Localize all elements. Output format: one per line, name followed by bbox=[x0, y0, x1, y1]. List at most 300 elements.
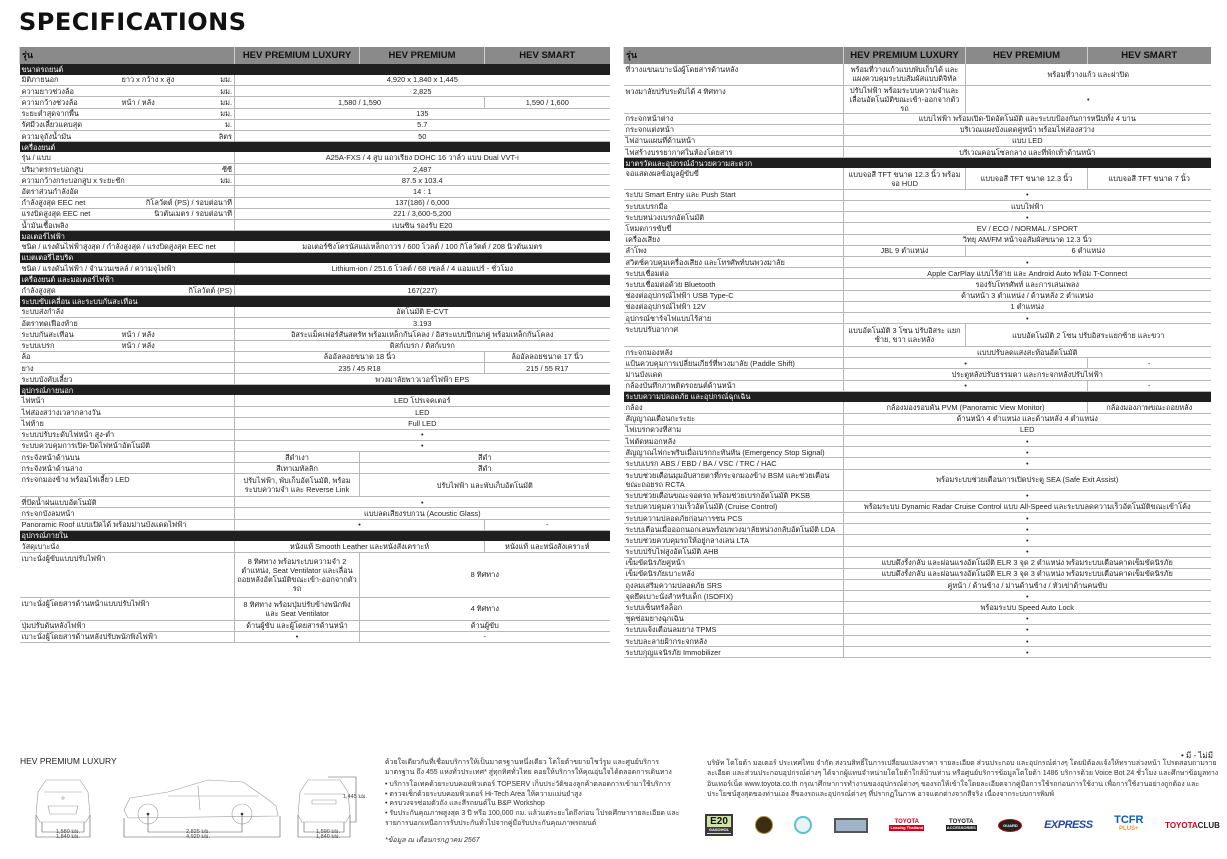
model-premium-luxury: HEV PREMIUM LUXURY bbox=[235, 47, 360, 64]
row-label: ความกว้างช่วงล้อ bbox=[20, 97, 120, 108]
car-diagram-title: HEV PREMIUM LUXURY bbox=[20, 756, 117, 766]
front-axle-marker bbox=[147, 813, 150, 816]
row-label: เข็มขัดนิรภัยคู่หน้า bbox=[624, 557, 844, 568]
table-row bbox=[624, 447, 1211, 458]
front-view-icon bbox=[36, 780, 90, 822]
row-value: 3.193 bbox=[235, 318, 610, 329]
row-value: แบบอัตโนมัติ 3 โซน ปรับอิสระ แยกซ้าย, ขวา และหลัง bbox=[844, 324, 966, 347]
row-label: อัตราทดเฟืองท้าย bbox=[20, 318, 120, 329]
table-row bbox=[20, 197, 610, 208]
row-value: แบบไฟฟ้า bbox=[844, 201, 1211, 212]
row-unit: มม. bbox=[195, 75, 235, 86]
row-value: 87.5 x 103.4 bbox=[235, 175, 610, 186]
row-value: แบบอัตโนมัติ 2 โซน ปรับอิสระแยกซ้าย และขวา bbox=[966, 324, 1211, 347]
row-unit: มม. bbox=[195, 175, 235, 186]
e20-text: E20 bbox=[710, 816, 728, 827]
row-label: กระจกหน้าต่าง bbox=[624, 113, 844, 124]
row-value: สีดำเงา bbox=[235, 451, 360, 462]
rear-view-icon bbox=[298, 780, 350, 822]
energy-label-logo bbox=[834, 818, 868, 833]
row-label: ระบบควบคุมการเปิด-ปิดไฟหน้าอัตโนมัติ bbox=[20, 440, 235, 451]
rear-track-label: 1,590 มม. bbox=[316, 829, 341, 835]
table-row bbox=[20, 152, 610, 163]
table-row bbox=[624, 490, 1211, 501]
row-value: บริเวณแผงบังแดดคู่หน้า พร้อมไฟส่องสว่าง bbox=[844, 124, 1211, 135]
row-value: • bbox=[844, 636, 1211, 647]
row-value: แบบจอสี TFT ขนาด 12.3 นิ้ว พร้อมจอ HUD bbox=[844, 168, 966, 189]
row-value: • bbox=[235, 440, 610, 451]
model-smart: HEV SMART bbox=[1088, 47, 1211, 64]
table-row bbox=[624, 212, 1211, 223]
row-value: 4 ทิศทาง bbox=[360, 597, 610, 620]
row-value: อัตโนมัติ E-CVT bbox=[235, 307, 610, 318]
section-interior: อุปกรณ์ภายใน bbox=[20, 530, 610, 541]
row-value: • bbox=[844, 189, 1211, 200]
row-value: • bbox=[844, 647, 1211, 658]
row-value: แบบดึงรั้งกลับ และผ่อนแรงอัตโนมัติ ELR 3 จุด 2 ตำแหน่ง พร้อมระบบเตือนคาดเข็มขัดนิรภัย bbox=[844, 557, 1211, 568]
express-logo: EXPRESS bbox=[1044, 819, 1093, 831]
table-row bbox=[20, 131, 610, 142]
row-value: ปรับไฟฟ้า และพับเก็บอัตโนมัติ bbox=[360, 474, 610, 497]
row-value: - bbox=[360, 631, 610, 642]
row-label: ช่องต่ออุปกรณ์ไฟฟ้า USB Type-C bbox=[624, 290, 844, 301]
table-row bbox=[20, 208, 610, 219]
row-value: ด้านหน้า 3 ตำแหน่ง / ด้านหลัง 2 ตำแหน่ง bbox=[844, 290, 1211, 301]
row-value: วิทยุ AM/FM หน้าจอสัมผัสขนาด 12.3 นิ้ว bbox=[844, 234, 1211, 245]
row-label: ม่านบังแดด bbox=[624, 369, 844, 380]
row-label: Panoramic Roof แบบเปิดได้ พร้อมม่านบังแดดไฟฟ้า bbox=[20, 519, 235, 530]
table-row bbox=[20, 263, 610, 274]
table-row bbox=[20, 374, 610, 385]
row-label: จอแสดงผลข้อมูลผู้ขับขี่ bbox=[624, 168, 844, 189]
table-row bbox=[624, 147, 1211, 158]
row-unit bbox=[195, 152, 235, 163]
row-value: พร้อมที่วางแก้วแบบพับเก็บได้ และแผงควบคุมระบบสัมผัสแบบดิจิทัล bbox=[844, 64, 966, 85]
length-label: 4,920 มม. bbox=[186, 834, 211, 840]
row-value: กล้องมองรอบคัน PVM (Panoramic View Monitor) bbox=[844, 402, 1088, 413]
row-value: 8 ทิศทาง พร้อมปุ่มปรับข้างพนักพิง และ Seat Ventilator bbox=[235, 597, 360, 620]
row-value: - bbox=[485, 519, 610, 530]
row-sublabel bbox=[120, 86, 195, 97]
row-label: ระบบปรับระดับไฟหน้า สูง-ต่ำ bbox=[20, 429, 235, 440]
toyota-club-text-b: CLUB bbox=[1197, 820, 1220, 830]
table-row bbox=[20, 108, 610, 119]
table-row bbox=[624, 524, 1211, 535]
row-label: แป้นควบคุมการเปลี่ยนเกียร์ที่พวงมาลัย (Paddle Shift) bbox=[624, 358, 844, 369]
row-unit bbox=[195, 186, 235, 197]
row-label: กระจังหน้าด้านล่าง bbox=[20, 463, 235, 474]
row-label: ชุดซ่อมยางฉุกเฉิน bbox=[624, 613, 844, 624]
front-track-label: 1,580 มม. bbox=[56, 829, 81, 835]
row-label: ไฟส่องสว่างเวลากลางวัน bbox=[20, 407, 235, 418]
green-badge-logo bbox=[794, 816, 812, 834]
table-row bbox=[624, 189, 1211, 200]
row-label: เบาะนั่งผู้โดยสารด้านหน้าแบบปรับไฟฟ้า bbox=[20, 597, 235, 620]
table-row bbox=[20, 175, 610, 186]
disclaimer-text: บริษัท โตโยต้า มอเตอร์ ประเทศไทย จำกัด สงวนสิทธิ์ในการเปลี่ยนแปลงราคา รายละเอียด ส่วนประกอบ และอุปกรณ์ต่างๆ โดยมิต้องแจ้งให้ทราบล่วงหน้า โปรดสอบถามรายละเอียด และส่วนประกอบอุปกรณ์ต่างๆ ได้จากผู้แทนจำหน่ายโตโยต้าใกล้บ้านท่าน หรือศูนย์บริการข้อมูลโตโยต้า 1486 บริการด้วย Voice Bot 24 ชั่วโมง และศึกษาข้อมูลทางอินเทอร์เน็ต www.toyota.co.th กรุณาศึกษาการทำงานของอุปกรณ์ต่างๆ ของรถให้เข้าใจโดยละเอียดจากคู่มือการใช้รถก่อนการใช้งาน เพื่อการใช้งานอย่างถูกต้อง และประโยชน์สูงสุดของท่านเอง สีของรถและอุปกรณ์ต่างๆ ที่ปรากฏในภาพ อาจแตกต่างจากสีจริง เนื่องจากระบบการพิมพ์ bbox=[707, 760, 1219, 798]
model-premium-luxury: HEV PREMIUM LUXURY bbox=[844, 47, 966, 64]
row-value: แบบดึงรั้งกลับ และผ่อนแรงอัตโนมัติ ELR 3 จุด 3 ตำแหน่ง พร้อมระบบเตือนคาดเข็มขัดนิรภัย bbox=[844, 568, 1211, 579]
table-row bbox=[20, 351, 610, 362]
row-value: • bbox=[966, 85, 1211, 113]
row-label: กระจกแต่งหน้า bbox=[624, 124, 844, 135]
row-label: กำลังสูงสุด EEC net bbox=[20, 197, 120, 208]
model-header: รุ่น bbox=[624, 47, 844, 64]
row-label: กระจกมองข้าง พร้อมไฟเลี้ยว LED bbox=[20, 474, 235, 497]
row-value: รองรับโทรศัพท์ และการเล่นเพลง bbox=[844, 279, 1211, 290]
row-sublabel bbox=[120, 108, 195, 119]
row-value: กล้องมองภาพขณะถอยหลัง bbox=[1088, 402, 1211, 413]
row-label: ระบบปรับไฟสูงอัตโนมัติ AHB bbox=[624, 546, 844, 557]
table-row bbox=[20, 541, 610, 552]
table-row bbox=[20, 508, 610, 519]
car-dimension-diagrams bbox=[18, 770, 368, 850]
row-value: 5.7 bbox=[235, 119, 610, 130]
row-value: - bbox=[1088, 380, 1211, 391]
model-header: รุ่น bbox=[20, 47, 235, 64]
row-label: ไฟเบรกดวงที่สาม bbox=[624, 424, 844, 435]
row-label: กล้อง bbox=[624, 402, 844, 413]
table-row bbox=[624, 312, 1211, 323]
tcfr-text: TCFR bbox=[1114, 814, 1144, 826]
table-row bbox=[624, 436, 1211, 447]
row-label: ระบบเซ็นทรัลล็อก bbox=[624, 602, 844, 613]
row-label: ไฟท้าย bbox=[20, 418, 235, 429]
table-row bbox=[624, 256, 1211, 267]
row-value: 235 / 45 R18 bbox=[235, 363, 485, 374]
table-row bbox=[20, 451, 610, 462]
section-exterior: อุปกรณ์ภายนอก bbox=[20, 385, 610, 396]
row-label: ระบบหน่วงเบรกอัตโนมัติ bbox=[624, 212, 844, 223]
row-value: แบบจอสี TFT ขนาด 12.3 นิ้ว bbox=[966, 168, 1088, 189]
row-value: 221 / 3,600-5,200 bbox=[235, 208, 610, 219]
wheelbase-label: 2,825 มม. bbox=[186, 829, 211, 835]
row-value: ล้ออัลลอยขนาด 17 นิ้ว bbox=[485, 351, 610, 362]
row-value: • bbox=[844, 447, 1211, 458]
row-value: 50 bbox=[235, 131, 610, 142]
row-label: เข็มขัดนิรภัยเบาะหลัง bbox=[624, 568, 844, 579]
row-label: ไฟตัดหมอกหลัง bbox=[624, 436, 844, 447]
row-sublabel bbox=[120, 307, 235, 318]
row-value: 8 ทิศทาง bbox=[360, 552, 610, 597]
row-label: ล้อ bbox=[20, 351, 235, 362]
row-value: • bbox=[844, 256, 1211, 267]
row-value: คู่หน้า / ด้านข้าง / ม่านด้านข้าง / หัวเข่าด้านคนขับ bbox=[844, 580, 1211, 591]
table-row bbox=[20, 186, 610, 197]
row-value: • bbox=[844, 358, 1088, 369]
table-row bbox=[624, 347, 1211, 358]
row-value: • bbox=[844, 458, 1211, 469]
row-sublabel bbox=[120, 131, 195, 142]
row-value: 135 bbox=[235, 108, 610, 119]
row-value: 137(186) / 6,000 bbox=[235, 197, 610, 208]
row-value: ด้านผู้ขับ bbox=[360, 620, 610, 631]
toyota-club-text-a: TOYOTA bbox=[1165, 820, 1198, 830]
table-row bbox=[20, 285, 610, 296]
row-sublabel: หน้า / หลัง bbox=[120, 329, 235, 340]
row-unit: นิวตันเมตร / รอบต่อนาที bbox=[120, 208, 235, 219]
row-sublabel: หน้า / หลัง bbox=[120, 97, 195, 108]
table-row bbox=[624, 168, 1211, 189]
section-dimensions: ขนาดรถยนต์ bbox=[20, 64, 610, 75]
service-bullet: • ครบวงจรซ่อมตัวถัง และสีรถยนต์ใน B&P Workshop bbox=[385, 799, 685, 809]
table-row bbox=[20, 318, 610, 329]
row-label: ระบบช่วยควบคุมรถให้อยู่กลางเลน LTA bbox=[624, 535, 844, 546]
row-label: กระจังหน้าด้านบน bbox=[20, 451, 235, 462]
toyota-accessories-logo bbox=[946, 819, 977, 831]
row-sublabel: ยาว x กว้าง x สูง bbox=[120, 75, 195, 86]
row-value: • bbox=[844, 613, 1211, 624]
table-row bbox=[624, 624, 1211, 635]
award-seal-logo bbox=[755, 816, 773, 834]
table-row bbox=[20, 97, 610, 108]
row-label: ที่ปัดน้ำฝนแบบอัตโนมัติ bbox=[20, 497, 235, 508]
row-label: ระบบเบรก bbox=[20, 340, 120, 351]
model-premium: HEV PREMIUM bbox=[360, 47, 485, 64]
table-row bbox=[20, 463, 610, 474]
row-value: ประตูหลังปรับธรรมดา และกระจกหลังปรับไฟฟ้า bbox=[844, 369, 1211, 380]
table-row bbox=[624, 64, 1211, 85]
row-value: 6 ตำแหน่ง bbox=[966, 245, 1211, 256]
section-motor: มอเตอร์ไฟฟ้า bbox=[20, 231, 610, 242]
toyota-leasing-sub: Leasing Thailand bbox=[890, 825, 924, 830]
row-value: แบบจอสี TFT ขนาด 7 นิ้ว bbox=[1088, 168, 1211, 189]
row-unit: ม. bbox=[195, 119, 235, 130]
table-row bbox=[624, 501, 1211, 512]
row-value: บริเวณคอนโซลกลาง และที่พักเท้าด้านหน้า bbox=[844, 147, 1211, 158]
table-row bbox=[20, 474, 610, 497]
table-row bbox=[624, 113, 1211, 124]
table-row bbox=[624, 290, 1211, 301]
table-row bbox=[20, 219, 610, 230]
model-premium: HEV PREMIUM bbox=[966, 47, 1088, 64]
table-row bbox=[20, 407, 610, 418]
row-label: เครื่องเสียง bbox=[624, 234, 844, 245]
table-row bbox=[20, 395, 610, 406]
row-label: รุ่น / แบบ bbox=[20, 152, 195, 163]
row-label: ความจุถังน้ำมัน bbox=[20, 131, 120, 142]
row-unit: ซีซี bbox=[195, 164, 235, 175]
section-battery: แบตเตอรี่ไฮบริด bbox=[20, 252, 610, 263]
row-value: • bbox=[235, 497, 610, 508]
row-value: ล้ออัลลอยขนาด 18 นิ้ว bbox=[235, 351, 485, 362]
table-row bbox=[20, 363, 610, 374]
row-value: 2,487 bbox=[235, 164, 610, 175]
row-label: ที่วางแขนเบาะนั่งผู้โดยสารด้านหลัง bbox=[624, 64, 844, 85]
row-unit: มม. bbox=[195, 108, 235, 119]
row-label: ระบบกันสะเทือน bbox=[20, 329, 120, 340]
rear-axle-marker bbox=[241, 813, 244, 816]
row-value: LED bbox=[844, 424, 1211, 435]
table-row bbox=[624, 234, 1211, 245]
row-value: • bbox=[235, 429, 610, 440]
table-row bbox=[624, 324, 1211, 347]
partner-logos bbox=[705, 812, 1220, 838]
table-row bbox=[20, 552, 610, 597]
row-label: ระบบควบคุมความเร็วอัตโนมัติ (Cruise Control) bbox=[624, 501, 844, 512]
row-value: • bbox=[844, 524, 1211, 535]
table-row bbox=[624, 369, 1211, 380]
table-row bbox=[624, 85, 1211, 113]
table-row bbox=[20, 429, 610, 440]
table-row bbox=[624, 546, 1211, 557]
row-value: • bbox=[235, 631, 360, 642]
table-row bbox=[20, 340, 610, 351]
table-row bbox=[624, 647, 1211, 658]
row-label: ระบบแจ้งเตือนลมยาง TPMS bbox=[624, 624, 844, 635]
row-value: • bbox=[844, 591, 1211, 602]
row-value: • bbox=[844, 512, 1211, 523]
section-engine: เครื่องยนต์ bbox=[20, 142, 610, 153]
row-label: ความกว้างกระบอกสูบ x ระยะชัก bbox=[20, 175, 195, 186]
row-label: สัญญาณไฟกะพริบเมื่อเบรกกะทันหัน (Emergency Stop Signal) bbox=[624, 447, 844, 458]
section-convenience: มาตรวัดและอุปกรณ์อำนวยความสะดวก bbox=[624, 158, 1211, 169]
section-safety: ระบบความปลอดภัย และอุปกรณ์ฉุกเฉิน bbox=[624, 391, 1211, 402]
toyota-club-logo bbox=[1165, 821, 1220, 830]
row-unit: มม. bbox=[195, 97, 235, 108]
table-row bbox=[20, 86, 610, 97]
row-label: ปริมาตรกระบอกสูบ bbox=[20, 164, 195, 175]
row-label: ไฟอ่านแผนที่ด้านหน้า bbox=[624, 135, 844, 146]
row-value: 4,920 x 1,840 x 1,445 bbox=[235, 75, 610, 86]
legend: • มี - ไม่มี bbox=[1181, 751, 1213, 760]
table-row bbox=[20, 497, 610, 508]
row-unit: มม. bbox=[195, 86, 235, 97]
spec-table-left bbox=[19, 47, 610, 643]
row-value: - bbox=[1088, 358, 1211, 369]
row-label: โหมดการขับขี่ bbox=[624, 223, 844, 234]
row-value: • bbox=[844, 535, 1211, 546]
row-label: ลำโพง bbox=[624, 245, 844, 256]
row-value: แบบปรับลดแสงสะท้อนอัตโนมัติ bbox=[844, 347, 1211, 358]
row-value: หนังแท้ และหนังสังเคราะห์ bbox=[485, 541, 610, 552]
row-value: 1 ตำแหน่ง bbox=[844, 301, 1211, 312]
row-label: มิติภายนอก bbox=[20, 75, 120, 86]
row-label: ถุงลมเสริมความปลอดภัย SRS bbox=[624, 580, 844, 591]
toyota-acc-sub: ACCESSORIES bbox=[946, 825, 976, 830]
row-value: ดิสก์เบรก / ดิสก์เบรก bbox=[235, 340, 610, 351]
table-row bbox=[624, 535, 1211, 546]
row-label: กล้องบันทึกภาพติดรถยนต์ด้านหน้า bbox=[624, 380, 844, 391]
table-row bbox=[20, 307, 610, 318]
row-label: ระบบส่งกำลัง bbox=[20, 307, 120, 318]
table-row bbox=[624, 358, 1211, 369]
table-row bbox=[20, 620, 610, 631]
table-row bbox=[624, 424, 1211, 435]
table-row bbox=[624, 413, 1211, 424]
row-value: LED โปรเจคเตอร์ bbox=[235, 395, 610, 406]
row-value: • bbox=[235, 519, 485, 530]
row-value: ด้านผู้ขับ และผู้โดยสารด้านหน้า bbox=[235, 620, 360, 631]
row-value: ปรับไฟฟ้า พร้อมระบบความจำและ เลื่อนอัตโนมัติขณะเข้า-ออกจากตัวรถ bbox=[844, 85, 966, 113]
row-label: ระบบความปลอดภัยก่อนการชน PCS bbox=[624, 512, 844, 523]
service-bullet: • รับประกันคุณภาพสูงสุด 3 ปี หรือ 100,000 กม. แล้วแต่ระยะใดถึงก่อน โปรดศึกษารายละเอียด และรายการนอกเหนือการรับประกันทั่วไปจากคู่มือรับประกันคุณภาพรถยนต์ bbox=[385, 809, 685, 828]
tcfr-logo bbox=[1114, 816, 1143, 834]
row-value: แบบลดเสียงรบกวน (Acoustic Glass) bbox=[235, 508, 610, 519]
table-row bbox=[624, 124, 1211, 135]
row-label: ระบบเตือนเมื่อออกนอกเลนพร้อมพวงมาลัยหน่วงกลับอัตโนมัติ LDA bbox=[624, 524, 844, 535]
table-row bbox=[20, 418, 610, 429]
table-row bbox=[624, 580, 1211, 591]
model-smart: HEV SMART bbox=[485, 47, 610, 64]
row-value: LED bbox=[235, 407, 610, 418]
row-value: อิสระแม็คเฟอร์สันสตรัท พร้อมเหล็กกันโคลง / อิสระแบบปีกนกคู่ พร้อมเหล็กกันโคลง bbox=[235, 329, 610, 340]
row-value: Lithium-ion / 251.6 โวลต์ / 68 เซลล์ / 4 แอมแปร์ - ชั่วโมง bbox=[235, 263, 610, 274]
row-value: 14 : 1 bbox=[235, 186, 610, 197]
row-label: ไฟหน้า bbox=[20, 395, 235, 406]
rear-width-label: 1,840 มม. bbox=[316, 834, 341, 840]
row-sublabel bbox=[120, 119, 195, 130]
row-unit: กิโลวัตต์ (PS) bbox=[120, 285, 235, 296]
row-label: ระบบกุญแจนิรภัย Immobilizer bbox=[624, 647, 844, 658]
row-label: ระบบเชื่อมต่อด้วย Bluetooth bbox=[624, 279, 844, 290]
tcfr-sub: PLUS+ bbox=[1119, 826, 1139, 832]
row-label: พวงมาลัยปรับระดับได้ 4 ทิศทาง bbox=[624, 85, 844, 113]
row-value: 1,590 / 1,600 bbox=[485, 97, 610, 108]
row-value: หนังแท้ Smooth Leather และหนังสังเคราะห์ bbox=[235, 541, 485, 552]
row-label: กระจกบังลมหน้า bbox=[20, 508, 235, 519]
table-row bbox=[624, 591, 1211, 602]
row-value: ปรับไฟฟ้า, พับเก็บอัตโนมัติ, พร้อมระบบความจำ และ Reverse Link bbox=[235, 474, 360, 497]
row-value: JBL 9 ตำแหน่ง bbox=[844, 245, 966, 256]
row-sublabel bbox=[120, 318, 235, 329]
row-value: • bbox=[844, 624, 1211, 635]
row-value: แบบ LED bbox=[844, 135, 1211, 146]
row-value: แบบไฟฟ้า พร้อมเปิด-ปิดอัตโนมัติ และระบบป้องกันการหนีบทั้ง 4 บาน bbox=[844, 113, 1211, 124]
row-label: ระบบช่วยเตือนมุมอับสายตาที่กระจกมองข้าง BSM และช่วยเตือนขณะถอยรถ RCTA bbox=[624, 469, 844, 490]
row-label: ยาง bbox=[20, 363, 235, 374]
table-row bbox=[20, 119, 610, 130]
row-value: พวงมาลัยพาวเวอร์ไฟฟ้า EPS bbox=[235, 374, 610, 385]
toyota-leasing-logo bbox=[889, 819, 924, 831]
spec-table-right bbox=[623, 47, 1211, 658]
row-label: แรงบิดสูงสุด EEC net bbox=[20, 208, 120, 219]
section-drivetrain: ระบบขับเคลื่อน และระบบกันสะเทือน bbox=[20, 296, 610, 307]
row-label: ระบบบังคับเลี้ยว bbox=[20, 374, 235, 385]
table-row bbox=[624, 613, 1211, 624]
toyota-acc-text: TOYOTA bbox=[949, 819, 974, 825]
row-label: กระจกมองหลัง bbox=[624, 347, 844, 358]
height-label: 1,445 มม. bbox=[343, 794, 368, 800]
row-value: • bbox=[844, 436, 1211, 447]
row-label: สัญญาณเตือนกะระยะ bbox=[624, 413, 844, 424]
row-value: EV / ECO / NORMAL / SPORT bbox=[844, 223, 1211, 234]
side-view-icon bbox=[124, 780, 278, 824]
row-label: ระบบช่วยเตือนขณะจอดรถ พร้อมช่วยเบรกอัตโนมัติ PKSB bbox=[624, 490, 844, 501]
row-label: ระบบเบรก ABS / EBD / BA / VSC / TRC / HAC bbox=[624, 458, 844, 469]
front-width-label: 1,840 มม. bbox=[56, 834, 81, 840]
table-row bbox=[624, 135, 1211, 146]
table-row bbox=[624, 201, 1211, 212]
row-value: • bbox=[844, 380, 1088, 391]
table-row bbox=[624, 380, 1211, 391]
table-row bbox=[624, 223, 1211, 234]
table-row bbox=[624, 402, 1211, 413]
row-value: มอเตอร์ซิงโครนัสแม่เหล็กถาวร / 600 โวลต์ / 100 กิโลวัตต์ / 208 นิวตันเมตร bbox=[235, 241, 610, 252]
row-label: น้ำมันเชื้อเพลิง bbox=[20, 219, 235, 230]
table-row bbox=[20, 631, 610, 642]
row-value: 8 ทิศทาง พร้อมระบบความจำ 2 ตำแหน่ง, Seat Ventilator และเลื่อนถอยหลังอัตโนมัติขณะเข้า-ออกจากตัวรถ bbox=[235, 552, 360, 597]
row-label: ชนิด / แรงดันไฟฟ้า / จำนวนเซลล์ / ความจุไฟฟ้า bbox=[20, 263, 235, 274]
row-value: 167(227) bbox=[235, 285, 610, 296]
table-row bbox=[624, 636, 1211, 647]
row-sublabel: หน้า / หลัง bbox=[120, 340, 235, 351]
row-value: • bbox=[844, 312, 1211, 323]
table-row bbox=[624, 245, 1211, 256]
row-value: A25A-FXS / 4 สูบ แถวเรียง DOHC 16 วาล์ว แบบ Dual VVT-i bbox=[235, 152, 610, 163]
e20-gasohol-logo bbox=[705, 814, 733, 836]
row-label: สวิตช์ควบคุมเครื่องเสียง และโทรศัพท์บนพวงมาลัย bbox=[624, 256, 844, 267]
